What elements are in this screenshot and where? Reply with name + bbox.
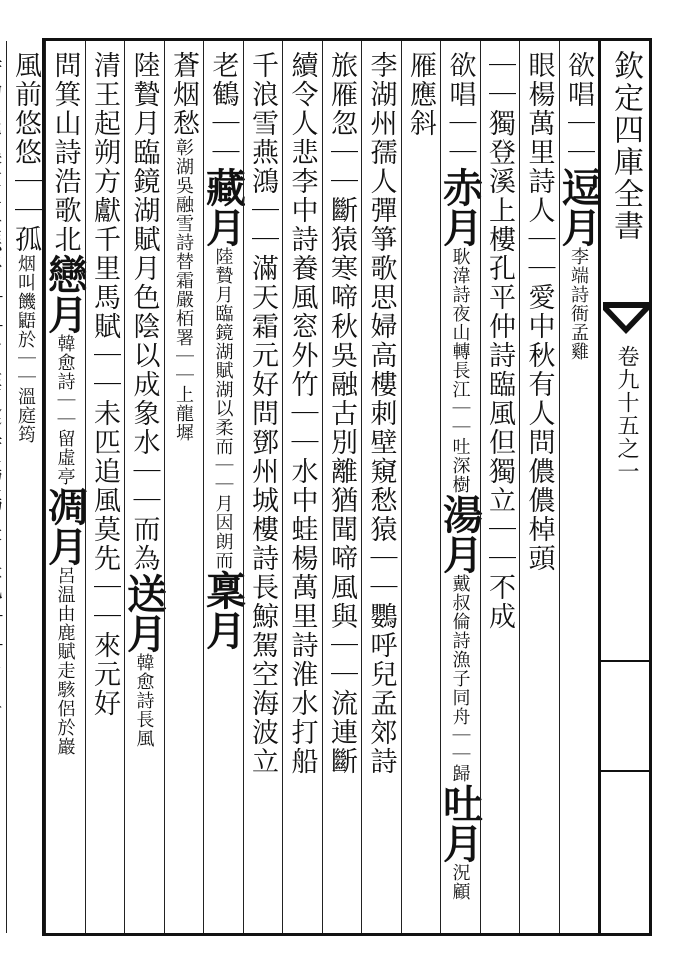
main-text: 李湖州孺人彈箏歌思婦高樓刺壁窺愁猿｜｜鸚呼兒孟郊詩 bbox=[365, 51, 397, 776]
entry-heading: 藏月 bbox=[199, 167, 247, 247]
annotation-text: 烟叫饑鼯於｜｜溫庭筠 bbox=[15, 254, 36, 444]
text-column bbox=[41, 41, 89, 933]
text-column bbox=[322, 41, 362, 933]
entry-heading: 吐月 bbox=[436, 783, 484, 863]
annotation-text: 耿湋詩夜山轉長江｜｜吐深樹 bbox=[449, 247, 471, 494]
entry-heading: 逗月 bbox=[555, 167, 602, 247]
entry-heading: 湯月 bbox=[436, 494, 484, 574]
entry-heading: 戀月 bbox=[41, 254, 89, 334]
main-text: 旅雁忽｜｜斷猿寒啼秋吳融古別離猶聞啼風與｜｜流連斷 bbox=[326, 51, 357, 776]
text-column bbox=[401, 41, 441, 933]
margin-line bbox=[601, 660, 651, 662]
main-text: 雁應斜 bbox=[405, 51, 436, 138]
margin-book-title: 欽定四庫全書 bbox=[608, 50, 643, 242]
main-text bbox=[0, 51, 2, 718]
text-column bbox=[164, 41, 204, 933]
annotation-text: 戴叔倫詩漁子同舟｜｜歸 bbox=[449, 574, 471, 783]
text-column bbox=[555, 41, 602, 933]
text-column bbox=[282, 41, 322, 933]
main-text: 千浪雪燕鴻｜｜滿天霜元好問鄧州城樓詩長鯨駕空海波立 bbox=[247, 51, 278, 776]
text-column bbox=[519, 41, 559, 933]
annotation-text: 呂温由鹿賦走駭侶於巖 bbox=[54, 566, 76, 756]
text-column bbox=[243, 41, 283, 933]
main-text: ｜｜獨登溪上樓孔平仲詩臨風但獨立｜｜不成 bbox=[484, 51, 515, 631]
main-text: 陸贄月臨鏡湖賦月色陰以成象水｜｜而為 bbox=[128, 51, 160, 573]
text-column bbox=[436, 41, 484, 933]
entry-heading: 凋月 bbox=[41, 486, 89, 566]
entry-heading: 送月 bbox=[120, 573, 168, 653]
main-text: 欲唱｜｜ bbox=[444, 51, 476, 167]
entry-heading: 稟月 bbox=[199, 570, 247, 650]
text-column bbox=[85, 41, 125, 933]
main-text: 清王起朔方獻千里馬賦｜｜未匹追風莫先｜｜來元好 bbox=[89, 51, 120, 718]
text-column bbox=[480, 41, 520, 933]
text-columns bbox=[10, 41, 602, 933]
annotation-text: 況顧 bbox=[449, 863, 471, 901]
entry-heading: 赤月 bbox=[436, 167, 484, 247]
main-text: 蒼烟愁 bbox=[168, 51, 199, 138]
text-column bbox=[199, 41, 247, 933]
main-text: 眼楊萬里詩人｜｜愛中秋有人問儂儂棹頭 bbox=[523, 51, 555, 573]
main-text: 風前悠悠｜｜孤 bbox=[10, 51, 41, 254]
margin-volume: 卷九十五之一 bbox=[614, 345, 639, 483]
annotation-text: 韓愈詩｜｜留虛亭 bbox=[54, 334, 76, 486]
margin-line-lower bbox=[601, 770, 651, 772]
main-text: 老鶴｜｜ bbox=[207, 51, 239, 167]
main-text: 欲唱｜｜ bbox=[563, 51, 594, 167]
main-text: 續令人悲李中詩養風窓外竹｜｜水中蛙楊萬里詩淮水打船 bbox=[286, 51, 318, 776]
fish-tail-icon bbox=[601, 298, 651, 338]
annotation-text: 彰湖吳融雪詩替霜嚴栢署｜｜上龍墀 bbox=[173, 138, 194, 442]
annotation-text: 陸贄月臨鏡湖賦湖以柔而｜｜月因朗而 bbox=[212, 247, 234, 570]
text-column bbox=[6, 41, 46, 933]
text-column bbox=[361, 41, 401, 933]
annotation-text: 韓愈詩長風 bbox=[133, 653, 155, 748]
main-text: 問箕山詩浩歌北 bbox=[49, 51, 81, 254]
text-column bbox=[120, 41, 168, 933]
annotation-text: 李端詩衙孟雞 bbox=[568, 247, 589, 361]
